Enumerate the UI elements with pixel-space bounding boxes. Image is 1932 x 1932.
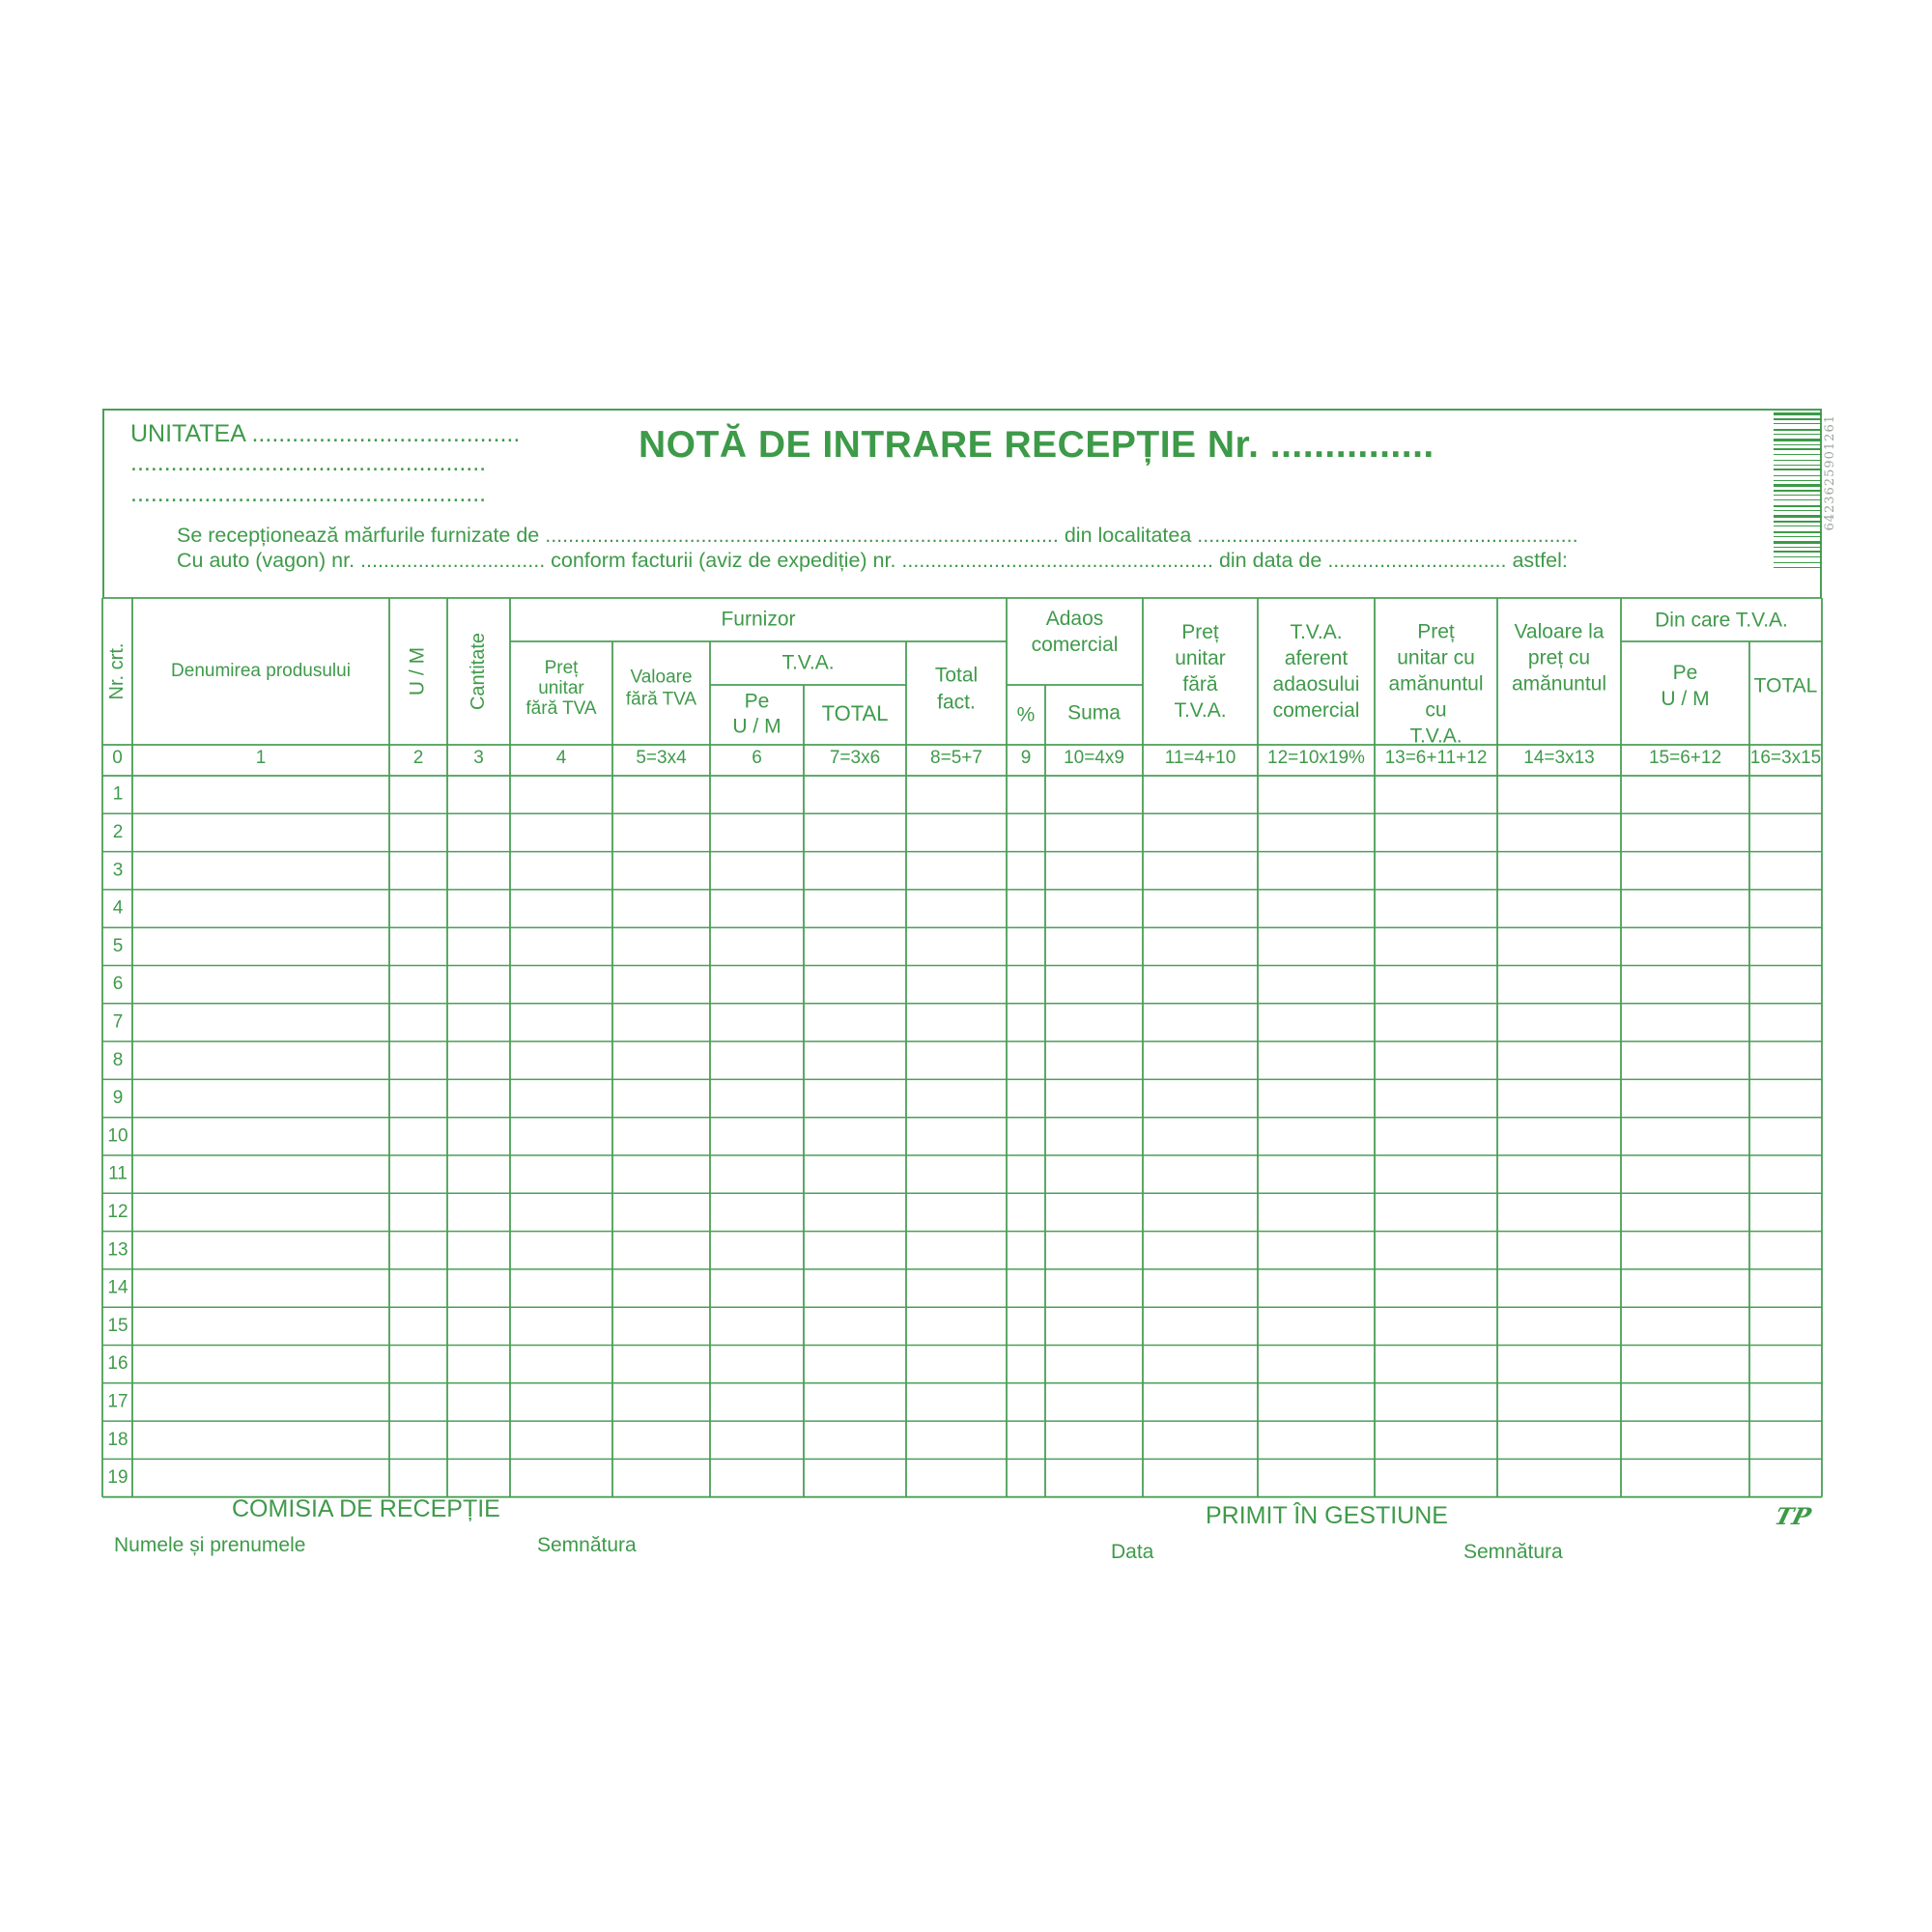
commission-title: COMISIA DE RECEPȚIE: [232, 1495, 500, 1522]
row-number-10: 10: [107, 1125, 128, 1147]
row-number-9: 9: [112, 1088, 124, 1109]
row-number-7: 7: [112, 1011, 124, 1033]
header-pret-fara-line-3: T.V.A.: [1174, 699, 1227, 723]
row-number-13: 13: [107, 1239, 128, 1261]
header-pret-cu-line-1: unitar cu: [1397, 646, 1475, 669]
row-number-5: 5: [112, 935, 124, 956]
header-total-fact-line-1: fact.: [937, 691, 976, 714]
row-number-14: 14: [107, 1277, 128, 1298]
header-pret-fara-line-2: fără: [1182, 673, 1218, 696]
header-tva-aferent-line-0: T.V.A.: [1290, 621, 1343, 644]
column-number-4: 4: [555, 748, 567, 769]
column-number-13: 13=6+11+12: [1384, 748, 1488, 769]
unit-label: UNITATEA: [130, 420, 245, 447]
header-valoare-line-1: fără TVA: [625, 689, 697, 710]
row-number-1: 1: [112, 783, 124, 805]
header-tva-aferent-line-2: adaosului: [1272, 673, 1360, 696]
row-number-12: 12: [107, 1201, 128, 1222]
header-nr-crt: Nr. crt.: [105, 642, 128, 700]
row-number-19: 19: [107, 1467, 128, 1489]
row-number-15: 15: [107, 1315, 128, 1336]
name-label: Numele și prenumele: [114, 1534, 306, 1556]
row-number-3: 3: [112, 860, 124, 881]
header-pret-cu-line-0: Preț: [1417, 620, 1455, 643]
column-number-6: 6: [752, 748, 762, 769]
unit-line-3[interactable]: .....................................................: [130, 480, 487, 507]
header-valoare-la-line-1: preț cu: [1527, 646, 1591, 669]
header-pret-cu-line-2: amănuntul: [1388, 672, 1484, 696]
header-box: [102, 409, 1822, 598]
header-tva-aferent-line-3: comercial: [1272, 699, 1360, 723]
header-pret-unitar-line-1: unitar: [538, 678, 584, 699]
unit-line-2[interactable]: .....................................................: [130, 449, 487, 476]
row-number-18: 18: [107, 1429, 128, 1450]
header-total: TOTAL: [821, 700, 889, 725]
form-title: NOTĂ DE INTRARE RECEPȚIE Nr. ...............: [639, 424, 1435, 466]
header-adaos-line-1: comercial: [1031, 634, 1119, 657]
header-din-care: Din care T.V.A.: [1655, 609, 1788, 632]
reception-note-form: [99, 409, 1837, 1563]
unit-dots: ........................................: [251, 420, 521, 447]
column-number-16: 16=3x15: [1749, 748, 1822, 769]
header-valoare-la-line-0: Valoare la: [1514, 620, 1605, 643]
header-total-2: TOTAL: [1753, 674, 1818, 697]
header-valoare-la-line-2: amănuntul: [1511, 672, 1607, 696]
column-number-11: 11=4+10: [1164, 748, 1236, 769]
column-number-9: 9: [1020, 748, 1032, 769]
header-procent: %: [1016, 703, 1036, 726]
header-pe-um-2-line-0: Pe: [1672, 662, 1698, 685]
column-number-10: 10=4x9: [1064, 748, 1124, 769]
header-tva: T.V.A.: [781, 651, 835, 674]
received-title: PRIMIT ÎN GESTIUNE: [1206, 1502, 1448, 1529]
header-suma: Suma: [1067, 701, 1121, 724]
row-number-11: 11: [108, 1163, 128, 1184]
header-pe-um-line-0: Pe: [744, 690, 770, 713]
header-pret-cu-line-3: cu: [1425, 698, 1447, 722]
invoice-line[interactable]: Cu auto (vagon) nr. ................................ conform facturii (aviz de expediție) nr. ...................................................... din data de ............................... astfel:: [177, 549, 1568, 572]
column-number-14: 14=3x13: [1523, 748, 1595, 769]
column-number-7: 7=3x6: [829, 748, 881, 769]
row-number-2: 2: [112, 821, 124, 842]
header-pret-unitar-line-0: Preț: [544, 658, 579, 679]
column-number-5: 5=3x4: [636, 748, 687, 769]
date-label: Data: [1111, 1541, 1154, 1563]
row-number-4: 4: [112, 897, 124, 919]
header-denumire: Denumirea produsului: [171, 661, 351, 682]
signature-label-1: Semnătura: [537, 1534, 637, 1556]
header-valoare-line-0: Valoare: [630, 667, 693, 688]
column-number-1: 1: [255, 748, 267, 769]
barcode-icon: [1774, 412, 1822, 569]
header-pret-cu-line-4: T.V.A.: [1409, 724, 1463, 748]
header-pret-unitar-line-2: fără TVA: [526, 698, 597, 720]
row-number-8: 8: [112, 1049, 124, 1070]
publisher-logo-icon: TP: [1772, 1502, 1814, 1530]
row-number-6: 6: [112, 974, 124, 995]
header-adaos-line-0: Adaos: [1045, 608, 1104, 631]
column-number-12: 12=10x19%: [1267, 748, 1365, 769]
header-furnizor: Furnizor: [721, 608, 796, 631]
header-total-fact-line-0: Total: [934, 664, 979, 687]
header-pe-um-line-1: U / M: [732, 715, 781, 738]
header-cantitate: Cantitate: [467, 632, 489, 711]
column-number-3: 3: [473, 748, 484, 769]
column-number-0: 0: [112, 748, 123, 769]
header-pret-fara-line-1: unitar: [1175, 647, 1226, 670]
header-pret-fara-line-0: Preț: [1181, 621, 1219, 644]
column-number-2: 2: [412, 748, 424, 769]
header-tva-aferent-line-1: aferent: [1284, 647, 1349, 670]
row-number-16: 16: [107, 1353, 128, 1375]
signature-label-2: Semnătura: [1463, 1541, 1563, 1563]
reception-table: [99, 598, 1829, 1496]
column-number-8: 8=5+7: [930, 748, 982, 769]
header-um: U / M: [406, 646, 429, 696]
unit-field[interactable]: [130, 420, 520, 448]
row-number-17: 17: [107, 1391, 128, 1412]
header-pe-um-2-line-1: U / M: [1661, 688, 1710, 711]
supplier-line[interactable]: Se recepționează mărfurile furnizate de ......................................................................................... din localitatea ..................................................................: [177, 524, 1578, 547]
column-number-15: 15=6+12: [1648, 748, 1722, 769]
barcode-digits: 6423625901261: [1823, 414, 1837, 531]
